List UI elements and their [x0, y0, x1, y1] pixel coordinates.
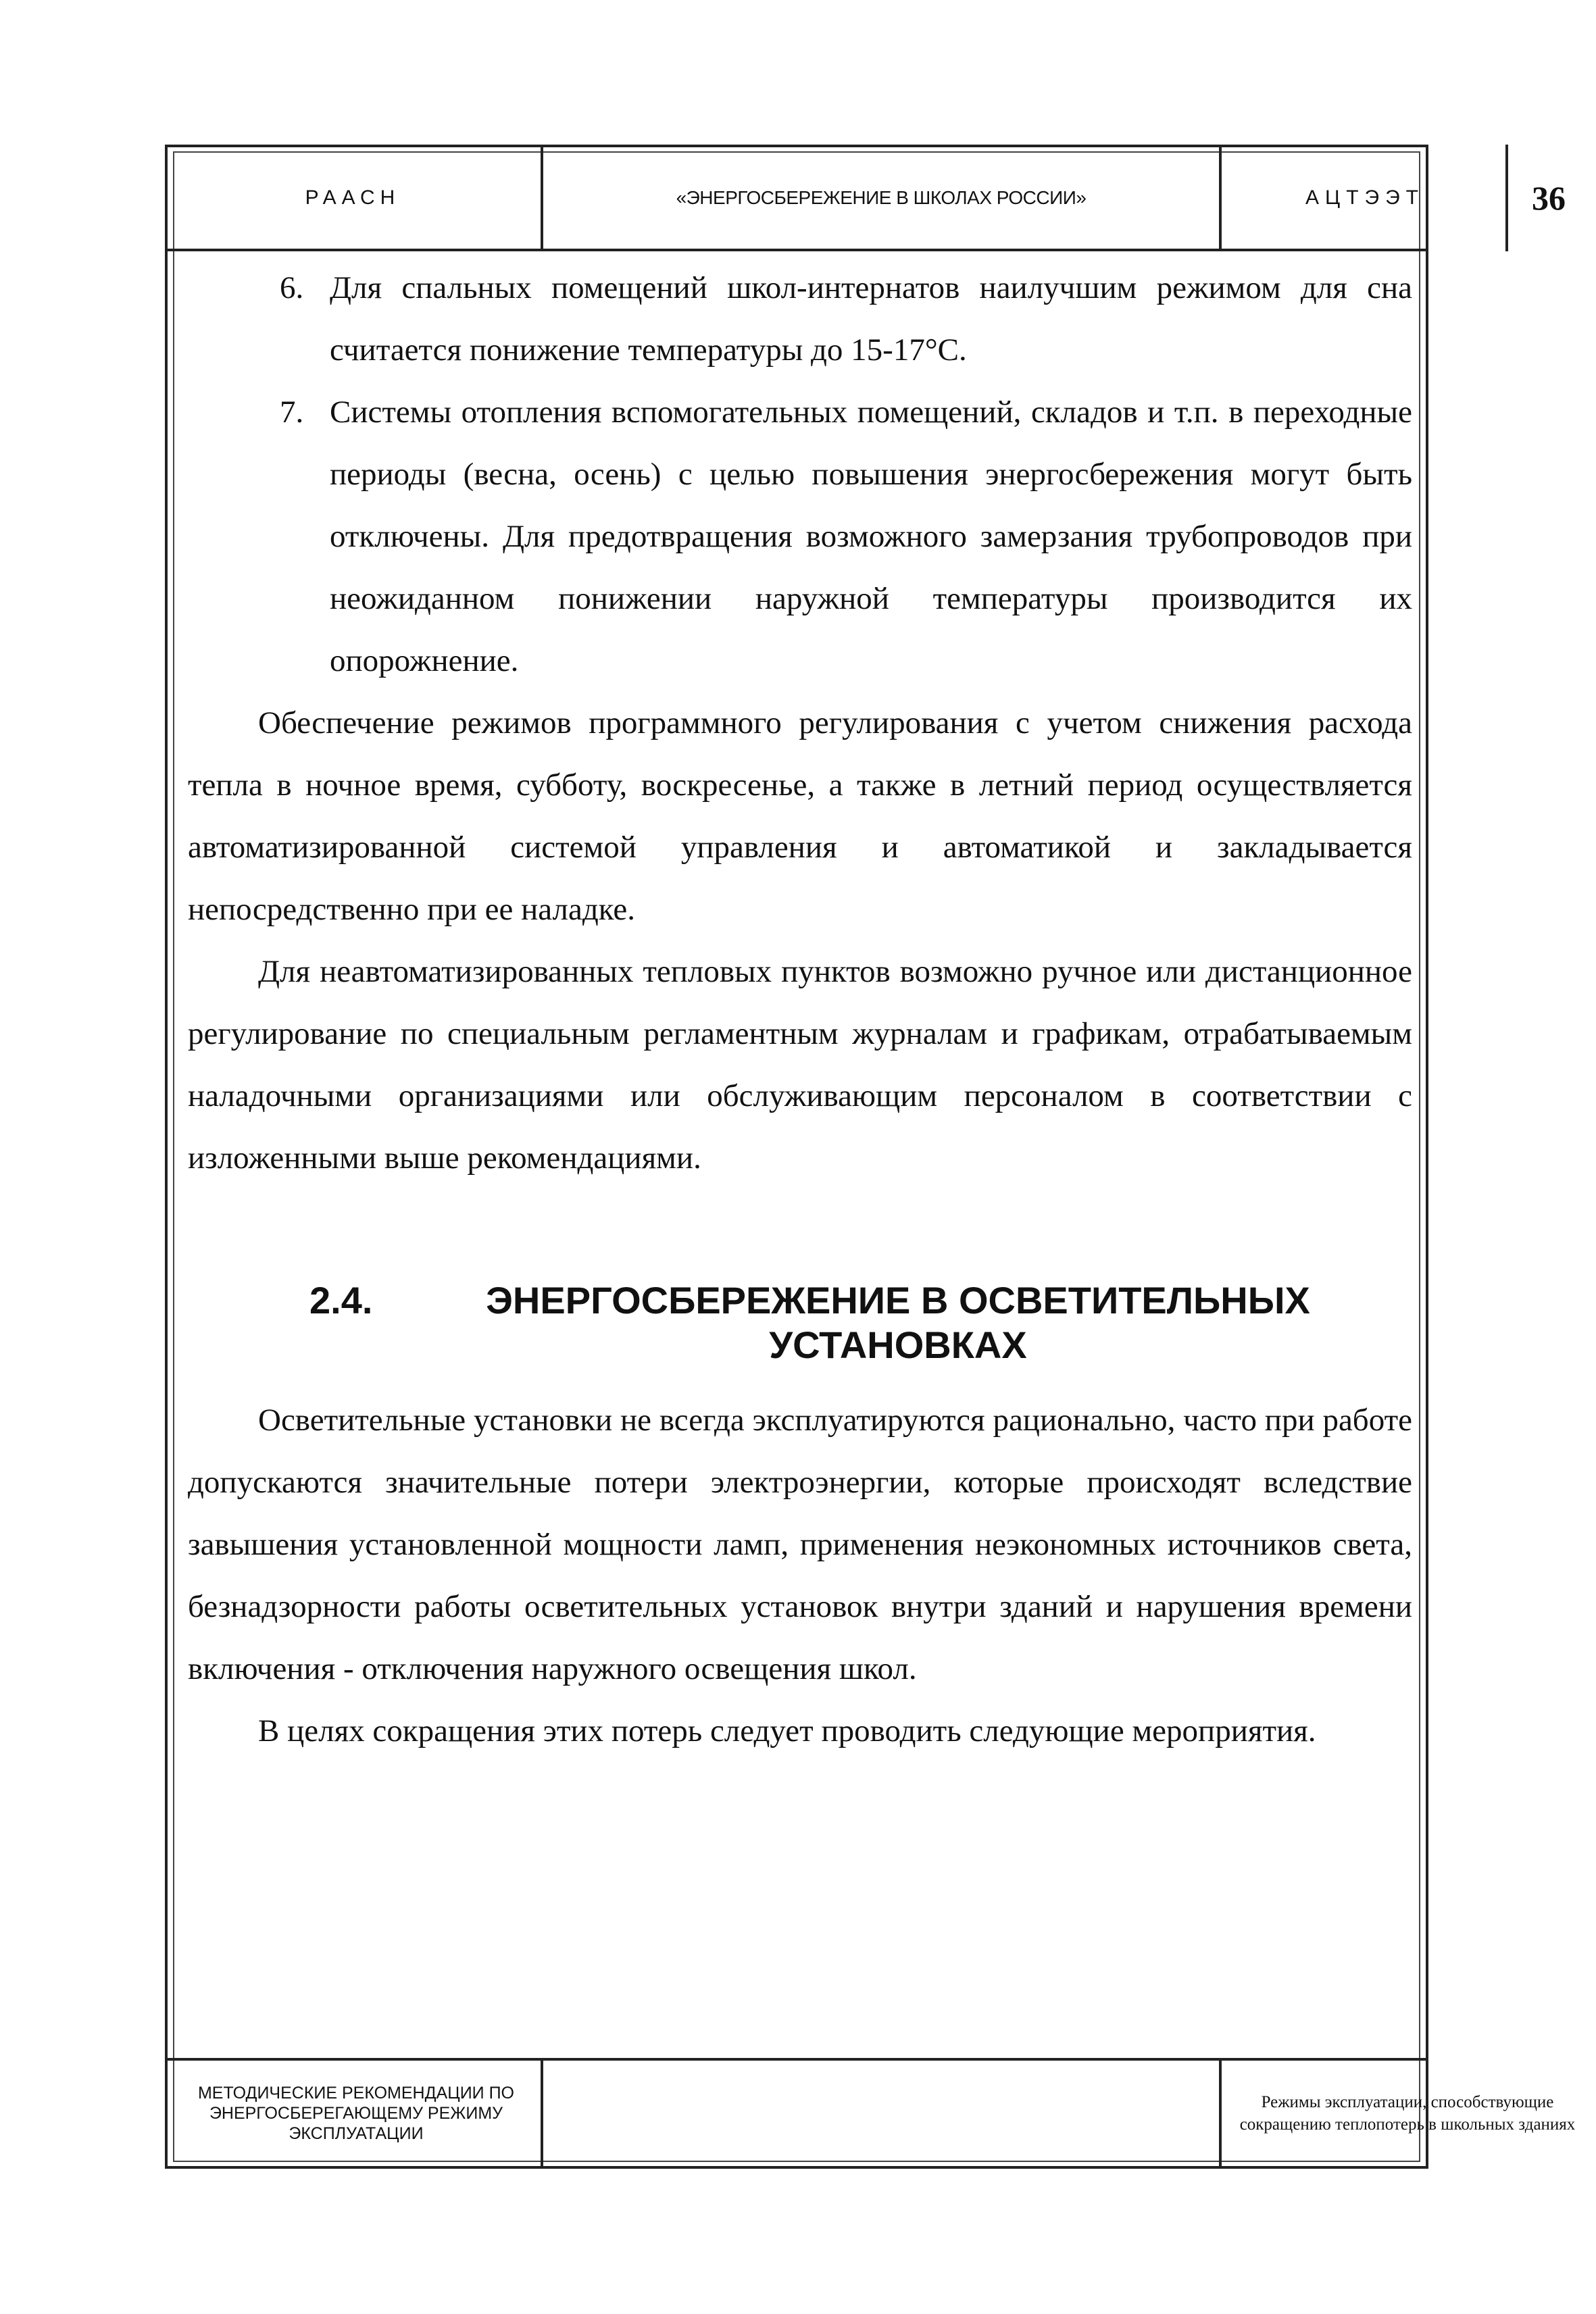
section-title: ЭНЕРГОСБЕРЕЖЕНИЕ В ОСВЕТИТЕЛЬНЫХ УСТАНОВКАХ [486, 1279, 1310, 1366]
list-item [188, 381, 1412, 692]
header-title: «ЭНЕРГОСБЕРЕЖЕНИЕ В ШКОЛАХ РОССИИ» [676, 187, 1087, 208]
header [165, 145, 1566, 251]
section-heading [188, 1278, 1412, 1367]
footer-left-text: МЕТОДИЧЕСКИЕ РЕКОМЕНДАЦИИ ПО ЭНЕРГОСБЕРЕГАЮЩЕМУ РЕЖИМУ ЭКСПЛУАТАЦИИ [197, 2084, 515, 2143]
footer-divider [1219, 2058, 1222, 2169]
list-item-number: 7. [280, 395, 304, 430]
list-item [188, 257, 1412, 381]
footer-middle-cell [543, 2061, 1219, 2166]
footer [165, 2058, 1576, 2169]
header-org-right: АЦТЭЭТ [1305, 186, 1424, 209]
section-number: 2.4. [309, 1279, 373, 1322]
paragraph: Осветительные установки не всегда эксплуатируются рационально, часто при работе допускаются значительные потери электроэнергии, которые происходят вследствие завышения установленной мощности ламп, применения неэкономных источников света, безнадзорности работы осветительных установок внутри зданий и нарушения времени включения - отключения наружного освещения школ. [188, 1403, 1412, 1686]
list-item-text: Системы отопления вспомогательных помещений, складов и т.п. в переходные периоды (весна, осень) с целью повышения энергосбережения могут быть отключены. Для предотвращения возможного замерзания трубопроводов при неожиданном понижении наружной температуры производится их опорожнение. [330, 395, 1412, 678]
paragraph: Для неавтоматизированных тепловых пунктов возможно ручное или дистанционное регулирование по специальным регламентным журналам и графикам, отрабатываемым наладочными организациями или обслуживающим персоналом в соответствии с изложенными выше рекомендациями. [188, 954, 1412, 1176]
paragraph: Обеспечение режимов программного регулирования с учетом снижения расхода тепла в ночное время, субботу, воскресенье, а также в летний период осуществляется автоматизированной системой управления и автоматикой и закладывается непосредственно при ее наладке. [188, 705, 1412, 927]
footer-right-text: Режимы эксплуатации, способствующие сокращению теплопотерь в школьных зданиях [1239, 2093, 1576, 2134]
paragraph: В целях сокращения этих потерь следует проводить следующие мероприятия. [258, 1713, 1316, 1749]
list-item-text: Для спальных помещений школ-интернатов наилучшим режимом для сна считается понижение температуры до 15-17°С. [330, 270, 1412, 368]
page-number: 36 [1532, 179, 1566, 217]
header-org-left: РААСН [305, 186, 401, 209]
list-item-number: 6. [280, 270, 304, 305]
document-body [188, 257, 1412, 1762]
